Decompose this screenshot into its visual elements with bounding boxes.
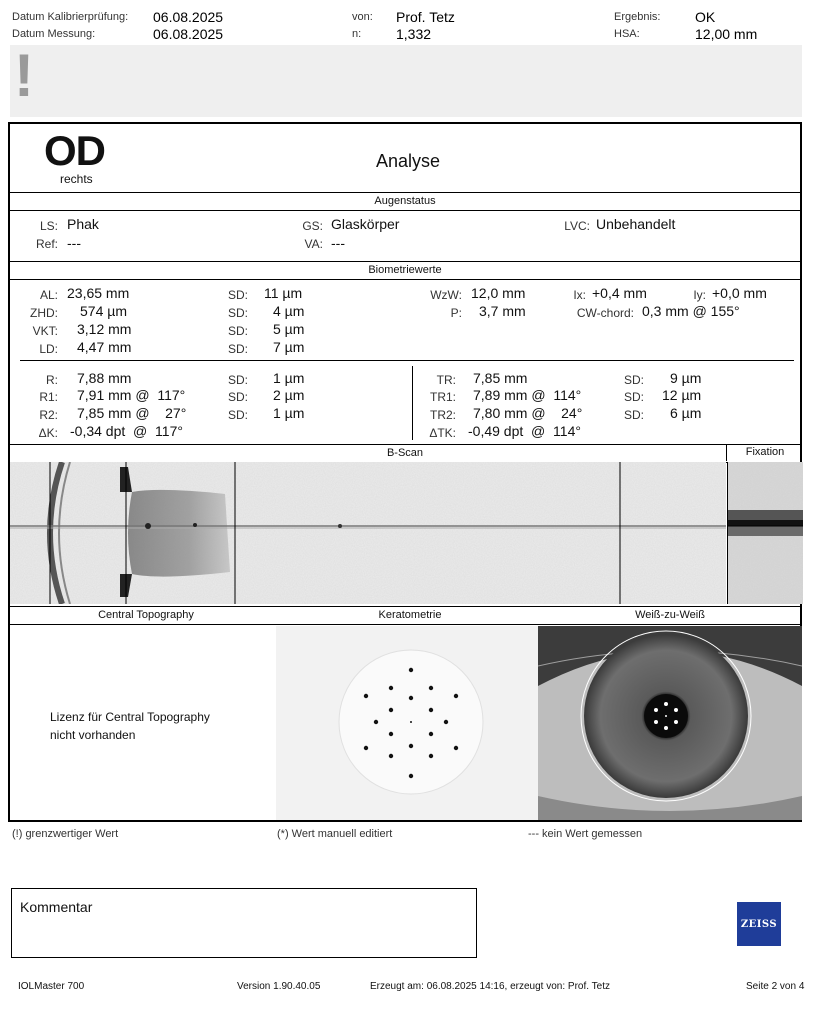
ix-value: +0,4 mm: [592, 285, 647, 301]
central-topography-header: Central Topography: [98, 609, 194, 621]
white-to-white-image: [538, 626, 802, 820]
footer-page: Seite 2 von 4: [746, 981, 805, 992]
zhd-sd-label: SD:: [227, 306, 248, 320]
ref-value: ---: [67, 235, 81, 251]
footer-created: Erzeugt am: 06.08.2025 14:16, erzeugt von: Prof. Tetz: [370, 981, 610, 992]
bscan-graphic: [10, 462, 726, 604]
tr1-value: 7,89 mm @ 114°: [473, 387, 582, 403]
al-value: 23,65 mm: [67, 285, 130, 301]
ld-sd-label: SD:: [227, 342, 248, 356]
r2-value: 7,85 mm @ 27°: [77, 405, 187, 421]
vkt-sd-label: SD:: [227, 324, 248, 338]
va-value: ---: [331, 235, 345, 251]
zhd-sd-value: 4 µm: [273, 303, 305, 319]
tr2-sd-label: SD:: [623, 408, 644, 422]
n-value: 1,332: [396, 26, 432, 42]
al-sd-label: SD:: [227, 288, 248, 302]
tr2-label: TR2:: [429, 408, 456, 422]
bscan-header: [10, 444, 800, 463]
topography-message-line2: nicht vorhanden: [50, 728, 136, 742]
ld-value: 4,47 mm: [77, 339, 132, 355]
tr2-sd-value: 6 µm: [670, 405, 702, 421]
warning-band: [10, 42, 802, 117]
keratometry-graphic: [276, 626, 538, 820]
zeiss-logo: [737, 902, 781, 946]
biometrie-divider: [20, 360, 794, 361]
analysis-panel: [8, 122, 802, 822]
legend-borderline: (!) grenzwertiger Wert: [12, 828, 119, 840]
lvc-label: LVC:: [564, 219, 590, 233]
calibration-date-value: 06.08.2025: [153, 9, 224, 25]
white-to-white-header: Weiß-zu-Weiß: [635, 609, 705, 621]
zhd-label: ZHD:: [30, 306, 58, 320]
r1-value: 7,91 mm @ 117°: [77, 387, 186, 403]
wzw-value: 12,0 mm: [471, 285, 526, 301]
page-title: Analyse: [376, 151, 441, 171]
gs-value: Glaskörper: [331, 216, 400, 232]
al-sd-value: 11 µm: [264, 285, 303, 301]
r2-sd-label: SD:: [227, 408, 248, 422]
topography-message-line1: Lizenz für Central Topography: [50, 710, 210, 724]
r-label: R:: [46, 373, 58, 387]
dk-label: ΔK:: [38, 426, 58, 440]
vkt-value: 3,12 mm: [77, 321, 132, 337]
vkt-label: VKT:: [32, 324, 58, 338]
wzw-label: WzW:: [430, 288, 462, 302]
keratometry-header: Keratometrie: [378, 609, 442, 621]
r-value: 7,88 mm: [77, 370, 132, 386]
ls-label: LS:: [39, 219, 58, 233]
operator-value: Prof. Tetz: [396, 9, 455, 25]
fixation-graphic: [728, 462, 803, 604]
r1-sd-label: SD:: [227, 390, 248, 404]
hsa-label: HSA:: [614, 28, 640, 40]
tr1-label: TR1:: [429, 390, 456, 404]
cw-label: CW-chord:: [576, 306, 634, 320]
result-value: OK: [695, 9, 716, 25]
r2-sd-value: 1 µm: [273, 405, 305, 421]
keratometry-image: [276, 626, 538, 820]
biometrie-header: Biometriewerte: [10, 261, 800, 280]
r1-label: R1:: [39, 390, 58, 404]
legend-not-measured: --- kein Wert gemessen: [528, 828, 643, 840]
r-sd-value: 1 µm: [273, 370, 305, 386]
al-label: AL:: [39, 288, 58, 302]
topography-message: [50, 708, 210, 744]
n-label: n:: [352, 28, 362, 40]
tr-sd-label: SD:: [623, 373, 644, 387]
measurement-date-value: 06.08.2025: [153, 26, 224, 42]
fixation-image: [727, 462, 803, 604]
lvc-value: Unbehandelt: [596, 216, 676, 232]
gs-label: GS:: [302, 219, 323, 233]
ix-label: Ix:: [573, 288, 586, 302]
va-label: VA:: [304, 237, 323, 251]
hsa-value: 12,00 mm: [695, 26, 758, 42]
fixation-header: Fixation: [726, 444, 803, 461]
eye-photo-graphic: [538, 626, 802, 820]
zeiss-logo-text: ZEISS: [740, 918, 778, 930]
ls-value: Phak: [67, 216, 99, 232]
tr2-value: 7,80 mm @ 24°: [473, 405, 583, 421]
cw-value: 0,3 mm @ 155°: [642, 303, 740, 319]
dtk-value: -0,49 dpt @ 114°: [468, 423, 581, 439]
p-label: P:: [450, 306, 462, 320]
tr-value: 7,85 mm: [473, 370, 528, 386]
p-value: 3,7 mm: [479, 303, 526, 319]
iy-value: +0,0 mm: [712, 285, 767, 301]
zhd-value: 574 µm: [80, 303, 127, 319]
tr1-sd-label: SD:: [623, 390, 644, 404]
comment-label: Kommentar: [20, 899, 93, 915]
r1-sd-value: 2 µm: [273, 387, 305, 403]
bscan-image: [10, 462, 726, 604]
ld-label: LD:: [39, 342, 58, 356]
comment-box[interactable]: [11, 888, 477, 958]
iy-label: Iy:: [693, 288, 706, 302]
bscan-title: B-Scan: [386, 447, 424, 459]
dk-value: -0,34 dpt @ 117°: [70, 423, 183, 439]
measurement-date-label: Datum Messung:: [12, 28, 96, 40]
footer-device: IOLMaster 700: [18, 981, 85, 992]
warning-mark: !: [14, 42, 34, 109]
r2-label: R2:: [39, 408, 58, 422]
footer-version: Version 1.90.40.05: [237, 981, 321, 992]
tr-sd-value: 9 µm: [670, 370, 702, 386]
augenstatus-header: Augenstatus: [10, 192, 800, 211]
ref-label: Ref:: [35, 237, 58, 251]
calibration-date-label: Datum Kalibrierprüfung:: [12, 11, 129, 23]
vkt-sd-value: 5 µm: [273, 321, 305, 337]
operator-label: von:: [352, 11, 373, 23]
r-sd-label: SD:: [227, 373, 248, 387]
ld-sd-value: 7 µm: [273, 339, 305, 355]
result-label: Ergebnis:: [614, 11, 661, 23]
legend-edited: (*) Wert manuell editiert: [277, 828, 393, 840]
dtk-label: ΔTK:: [429, 426, 456, 440]
eye-side: rechts: [60, 172, 93, 186]
tr-label: TR:: [436, 373, 456, 387]
tr1-sd-value: 12 µm: [662, 387, 702, 403]
eye-code: OD: [44, 127, 105, 174]
